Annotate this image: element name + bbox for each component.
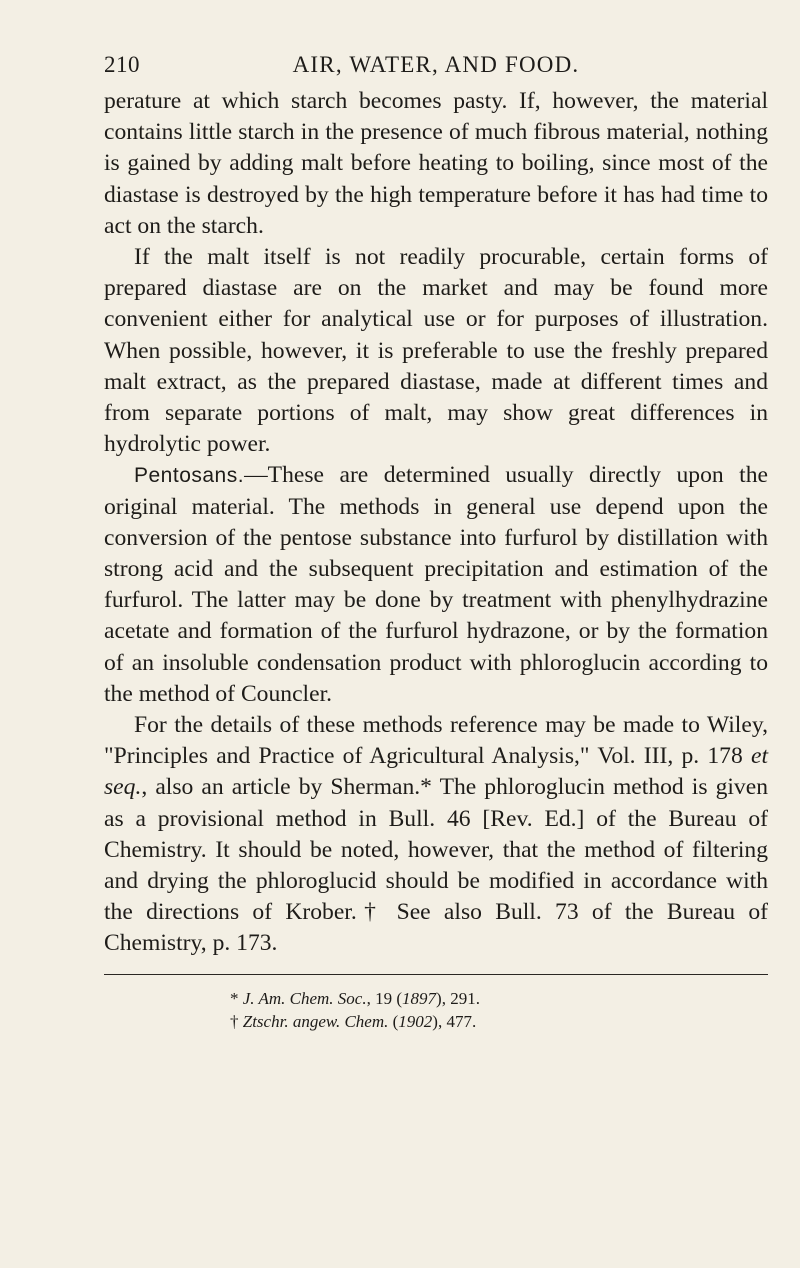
footnote-1 [230, 987, 768, 1010]
paragraph-references-part-a: For the details of these methods reference may be made to Wiley, "Principles and Practice of Agricultural Analysis," Vol. III, p. 178 [104, 712, 768, 770]
footnote-1-year: 1897 [402, 988, 437, 1008]
paragraph-references [104, 710, 768, 960]
running-title: AIR, WATER, AND FOOD. [292, 52, 580, 77]
footnote-1-volume: , 19 ( [366, 988, 403, 1008]
page-header [104, 46, 768, 86]
book-page [104, 46, 768, 1033]
footnote-2-paren: ( [388, 1011, 399, 1031]
footnote-2-page: ), 477. [432, 1011, 477, 1031]
section-head-pentosans: Pentosans. [134, 464, 245, 488]
page-number: 210 [104, 52, 140, 77]
footnote-2 [230, 1010, 768, 1033]
paragraph-pentosans [104, 460, 768, 710]
footnote-1-page: ), 291. [436, 988, 480, 1008]
footnote-1-journal: J. Am. Chem. Soc. [242, 988, 367, 1008]
paragraph-references-part-b: , also an article by Sherman.* The phloroglucin method is given as a provisional method in Bull. 46 [Rev. Ed.] of the Bureau of Chemistry. It should be noted, however, that the method of filtering and drying the phloroglucid should be modified in accordance with the directions of Krober.† See also Bull. 73 of the Bureau of Chemistry, p. 173. [104, 774, 768, 957]
footnote-1-mark: * [230, 988, 243, 1008]
body-text [104, 86, 768, 960]
paragraph-continued: perature at which starch becomes pasty. If, however, the material contains little starch in the presence of much fibrous material, nothing is gained by adding malt before heating to boiling, since most of the diastase is destroyed by the high temperature before it has had time to act on the starch. [104, 88, 768, 239]
footnote-rule [104, 974, 768, 975]
paragraph-pentosans-text: —These are determined usually directly upon the original material. The methods in general use depend upon the conversion of the pentose substance into furfurol by distillation with strong acid and the subsequent precipitation and estimation of the furfurol. The latter may be done by treatment with phenylhydrazine acetate and formation of the furfurol hydrazone, or by the formation of an insoluble condensation product with phloroglucin according to the method of Councler. [104, 462, 768, 707]
footnote-2-year: 1902 [398, 1011, 433, 1031]
footnote-2-journal: Ztschr. angew. Chem. [242, 1011, 389, 1031]
footnote-2-mark: † [230, 1011, 243, 1031]
footnotes [104, 987, 768, 1033]
et-seq-italic: et seq. [104, 743, 768, 801]
paragraph-malt-diastase: If the malt itself is not readily procurable, certain forms of prepared diastase are on the market and may be found more convenient either for analytical use or for purposes of illustration. When possible, however, it is preferable to use the freshly prepared malt extract, as the prepared diastase, made at different times and from separate portions of malt, may show great differences in hydrolytic power. [104, 244, 768, 458]
